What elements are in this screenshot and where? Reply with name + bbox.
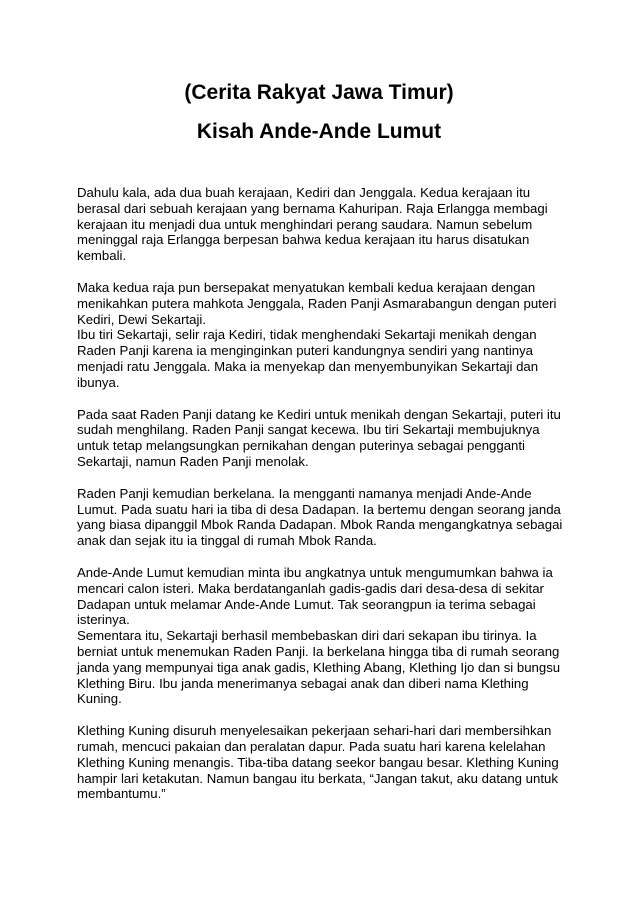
paragraph [77, 185, 567, 264]
text-line: ibunya. [77, 374, 120, 390]
text-line: kembali. [77, 248, 127, 264]
text-line: kerajaan itu menjadi dua untuk menghindari perang saudara. Namun sebelum [77, 216, 533, 232]
text-line: menikahkan putera mahkota Jenggala, Raden Panji Asmarabangun dengan puteri [77, 295, 557, 311]
text-line: Klething Kuning disuruh menyelesaikan pekerjaan sehari-hari dari membersihkan [77, 723, 552, 739]
document-body [77, 185, 567, 818]
text-line: Sementara itu, Sekartaji berhasil membebaskan diri dari sekapan ibu tirinya. Ia [77, 628, 537, 644]
text-line: Maka kedua raja pun bersepakat menyatukan kembali kedua kerajaan dengan [77, 279, 536, 295]
text-line: membantumu.” [77, 786, 166, 802]
text-line: Pada saat Raden Panji datang ke Kediri untuk menikah dengan Sekartaji, puteri itu [77, 406, 561, 422]
text-line: meninggal raja Erlangga berpesan bahwa kedua kerajaan itu harus disatukan [77, 232, 530, 248]
text-line: Ibu tiri Sekartaji, selir raja Kediri, tidak menghendaki Sekartaji menikah dengan [77, 327, 537, 343]
text-line: berniat untuk menemukan Raden Panji. Ia berkelana hingga tiba di rumah seorang [77, 643, 560, 659]
text-line: anak dan sejak itu ia tinggal di rumah Mbok Randa. [77, 533, 377, 549]
text-line: janda yang mempunyai tiga anak gadis, Klething Abang, Klething Ijo dan si bungsu [77, 659, 561, 675]
document-subtitle: (Cerita Rakyat Jawa Timur) [184, 81, 454, 104]
paragraph [77, 565, 567, 707]
text-line: rumah, mencuci pakaian dan peralatan dapur. Pada suatu hari karena kelelahan [77, 738, 546, 754]
text-line: untuk tetap melangsungkan pernikahan dengan puterinya sebagai pengganti [77, 438, 525, 454]
paragraph [77, 486, 567, 549]
text-line: Klething Kuning menangis. Tiba-tiba datang seekor bangau besar. Klething Kuning [77, 754, 559, 770]
text-line: mencari calon isteri. Maka berdatanganlah gadis-gadis dari desa-desa di sekitar [77, 580, 544, 596]
text-line: hampir lari ketakutan. Namun bangau itu berkata, “Jangan takut, aku datang untuk [77, 770, 558, 786]
paragraph [77, 280, 567, 391]
text-line: Kediri, Dewi Sekartaji. [77, 311, 206, 327]
text-line: Dahulu kala, ada dua buah kerajaan, Kediri dan Jenggala. Kedua kerajaan itu [77, 185, 531, 200]
text-line: berasal dari sebuah kerajaan yang bernama Kahuripan. Raja Erlangga membagi [77, 200, 548, 216]
text-line: Klething Biru. Ibu janda menerimanya sebagai anak dan diberi nama Klething [77, 675, 529, 691]
document-title: Kisah Ande-Ande Lumut [196, 120, 442, 143]
text-line: sudah menghilang. Raden Panji sangat kecewa. Ibu tiri Sekartaji membujuknya [77, 422, 540, 438]
text-line: Raden Panji karena ia menginginkan puteri kandungnya sendiri yang nantinya [77, 343, 534, 359]
text-line: yang biasa dipanggil Mbok Randa Dadapan. Mbok Randa mengangkatnya sebagai [77, 517, 563, 533]
paragraph [77, 723, 567, 802]
paragraph [77, 407, 567, 470]
text-line: Lumut. Pada suatu hari ia tiba di desa Dadapan. Ia bertemu dengan seorang janda [77, 501, 561, 517]
text-line: isterinya. [77, 612, 130, 628]
text-line: Ande-Ande Lumut kemudian minta ibu angkatnya untuk mengumumkan bahwa ia [77, 564, 553, 580]
text-line: Dadapan untuk melamar Ande-Ande Lumut. Tak seorangpun ia terima sebagai [77, 596, 536, 612]
text-line: menjadi ratu Jenggala. Maka ia menyekap dan menyembunyikan Sekartaji dan [77, 358, 539, 374]
text-line: Sekartaji, namun Raden Panji menolak. [77, 453, 309, 469]
text-line: Raden Panji kemudian berkelana. Ia mengganti namanya menjadi Ande-Ande [77, 485, 532, 501]
text-line: Kuning. [77, 691, 122, 707]
